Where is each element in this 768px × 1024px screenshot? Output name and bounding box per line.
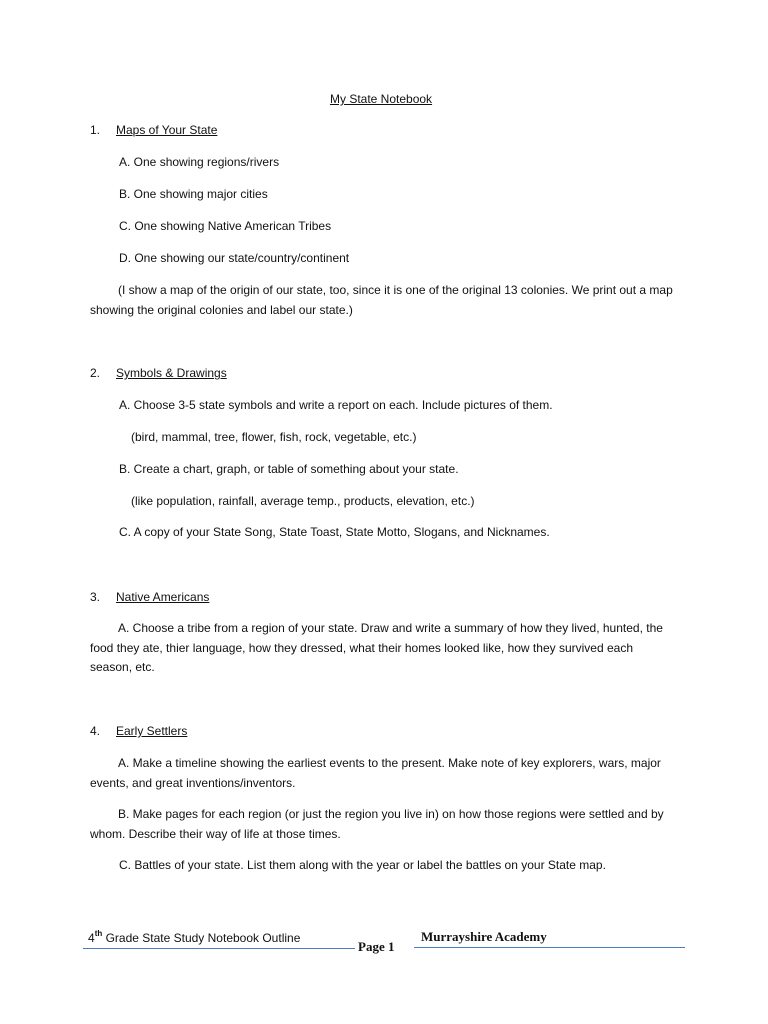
footer-grade-suffix: th xyxy=(94,929,103,938)
footer-divider-left xyxy=(83,948,355,949)
footer-divider-right xyxy=(414,947,685,948)
document-title: My State Notebook xyxy=(330,92,433,106)
section-1-item-c: C. One showing Native American Tribes xyxy=(119,219,332,233)
footer-course-text: Grade State Study Notebook Outline xyxy=(102,931,301,945)
footer-page-number: Page 1 xyxy=(358,939,395,954)
section-1-heading: Maps of Your State xyxy=(116,123,218,137)
section-2-item-b: B. Create a chart, graph, or table of something about your state. xyxy=(119,462,459,476)
section-1-item-d: D. One showing our state/country/continent xyxy=(119,251,350,265)
section-3-item-a: A. Choose a tribe from a region of your state. Draw and write a summary of how they lived, hunted, the food they ate, thier language, how they dressed, what their homes looked like, how they survived each season, etc. xyxy=(90,621,663,674)
section-4-item-a: A. Make a timeline showing the earliest events to the present. Make note of key explorers, wars, major events, and great inventions/inventors. xyxy=(90,756,661,790)
section-3-heading: Native Americans xyxy=(116,590,210,604)
section-2-item-c: C. A copy of your State Song, State Toast, State Motto, Slogans, and Nicknames. xyxy=(119,525,550,539)
footer-course-title xyxy=(88,930,300,945)
section-4-number: 4. xyxy=(90,724,101,738)
section-2-item-a-note: (bird, mammal, tree, flower, fish, rock, vegetable, etc.) xyxy=(131,430,417,444)
section-1-item-a: A. One showing regions/rivers xyxy=(119,155,280,169)
footer-grade-number: 4 xyxy=(88,931,95,945)
section-2-heading: Symbols & Drawings xyxy=(116,366,227,380)
footer-school-name: Murrayshire Academy xyxy=(421,929,547,944)
section-1-item-b: B. One showing major cities xyxy=(119,187,268,201)
section-4-item-b: B. Make pages for each region (or just the region you live in) on how those regions were settled and by whom. Describe their way of life at those times. xyxy=(90,807,664,841)
section-2-number: 2. xyxy=(90,366,101,380)
section-4-item-c: C. Battles of your state. List them along with the year or label the battles on your State map. xyxy=(119,858,606,872)
section-1-note: (I show a map of the origin of our state, too, since it is one of the original 13 colonies. We print out a map showing the original colonies and label our state.) xyxy=(90,283,673,317)
section-3-number: 3. xyxy=(90,590,101,604)
section-4-heading: Early Settlers xyxy=(116,724,188,738)
section-2-item-a: A. Choose 3-5 state symbols and write a report on each. Include pictures of them. xyxy=(119,398,553,412)
section-2-item-b-note: (like population, rainfall, average temp., products, elevation, etc.) xyxy=(131,494,475,508)
section-1-number: 1. xyxy=(90,123,101,137)
